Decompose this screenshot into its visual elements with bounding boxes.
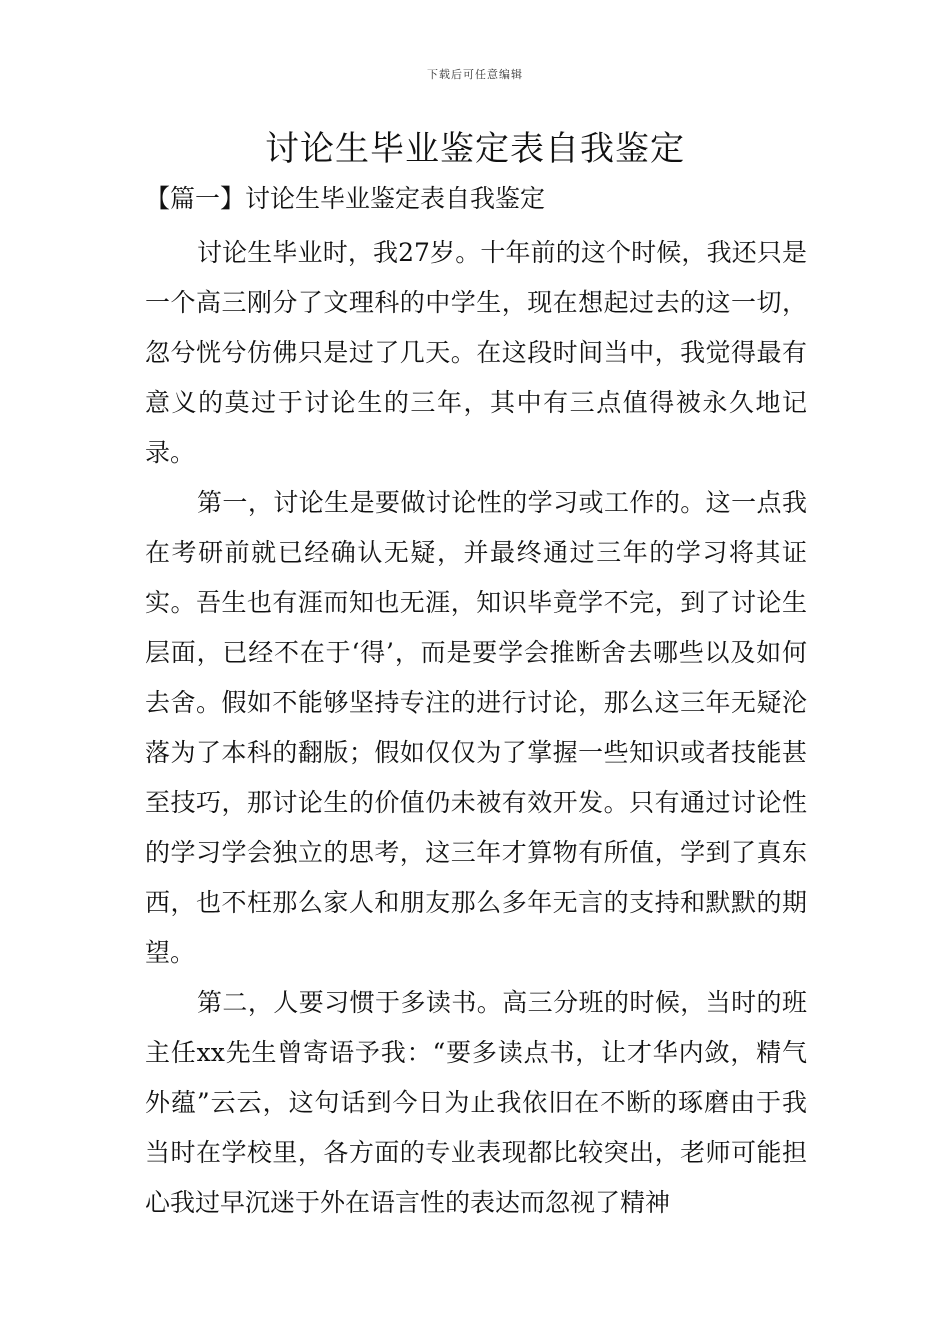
paragraph-2: 第一，讨论生是要做讨论性的学习或工作的。这一点我在考研前就已经确认无疑，并最终通过三年的学习将其证实。吾生也有涯而知也无涯，知识毕竟学不完，到了讨论生层面，已经不在于‘得’，而是要学会推断舍去哪些以及如何去舍。假如不能够坚持专注的进行讨论，那么这三年无疑沦落为了本科的翻版；假如仅仅为了掌握一些知识或者技能甚至技巧，那讨论生的价值仍未被有效开发。只有通过讨论性的学习学会独立的思考，这三年才算物有所值，学到了真东西，也不枉那么家人和朋友那么多年无言的支持和默默的期望。 <box>145 488 807 967</box>
paragraph-3: 第二，人要习惯于多读书。高三分班的时候，当时的班主任xx先生曾寄语予我：“要多读点书，让才华内敛，精气外蕴”云云，这句话到今日为止我依旧在不断的琢磨由于我当时在学校里，各方面的专业表现都比较突出，老师可能担心我过早沉迷于外在语言性的表达而忽视了精神 <box>145 988 807 1217</box>
document-body <box>145 228 807 1228</box>
paragraph-1: 讨论生毕业时，我27岁。十年前的这个时候，我还只是一个高三刚分了文理科的中学生，现在想起过去的这一切，忽兮恍兮仿佛只是过了几天。在这段时间当中，我觉得最有意义的莫过于讨论生的三年，其中有三点值得被永久地记录。 <box>145 238 807 467</box>
section-heading: 【篇一】讨论生毕业鉴定表自我鉴定 <box>145 184 546 213</box>
header-note: 下载后可任意编辑 <box>427 68 523 81</box>
document-title: 讨论生毕业鉴定表自我鉴定 <box>265 129 685 169</box>
